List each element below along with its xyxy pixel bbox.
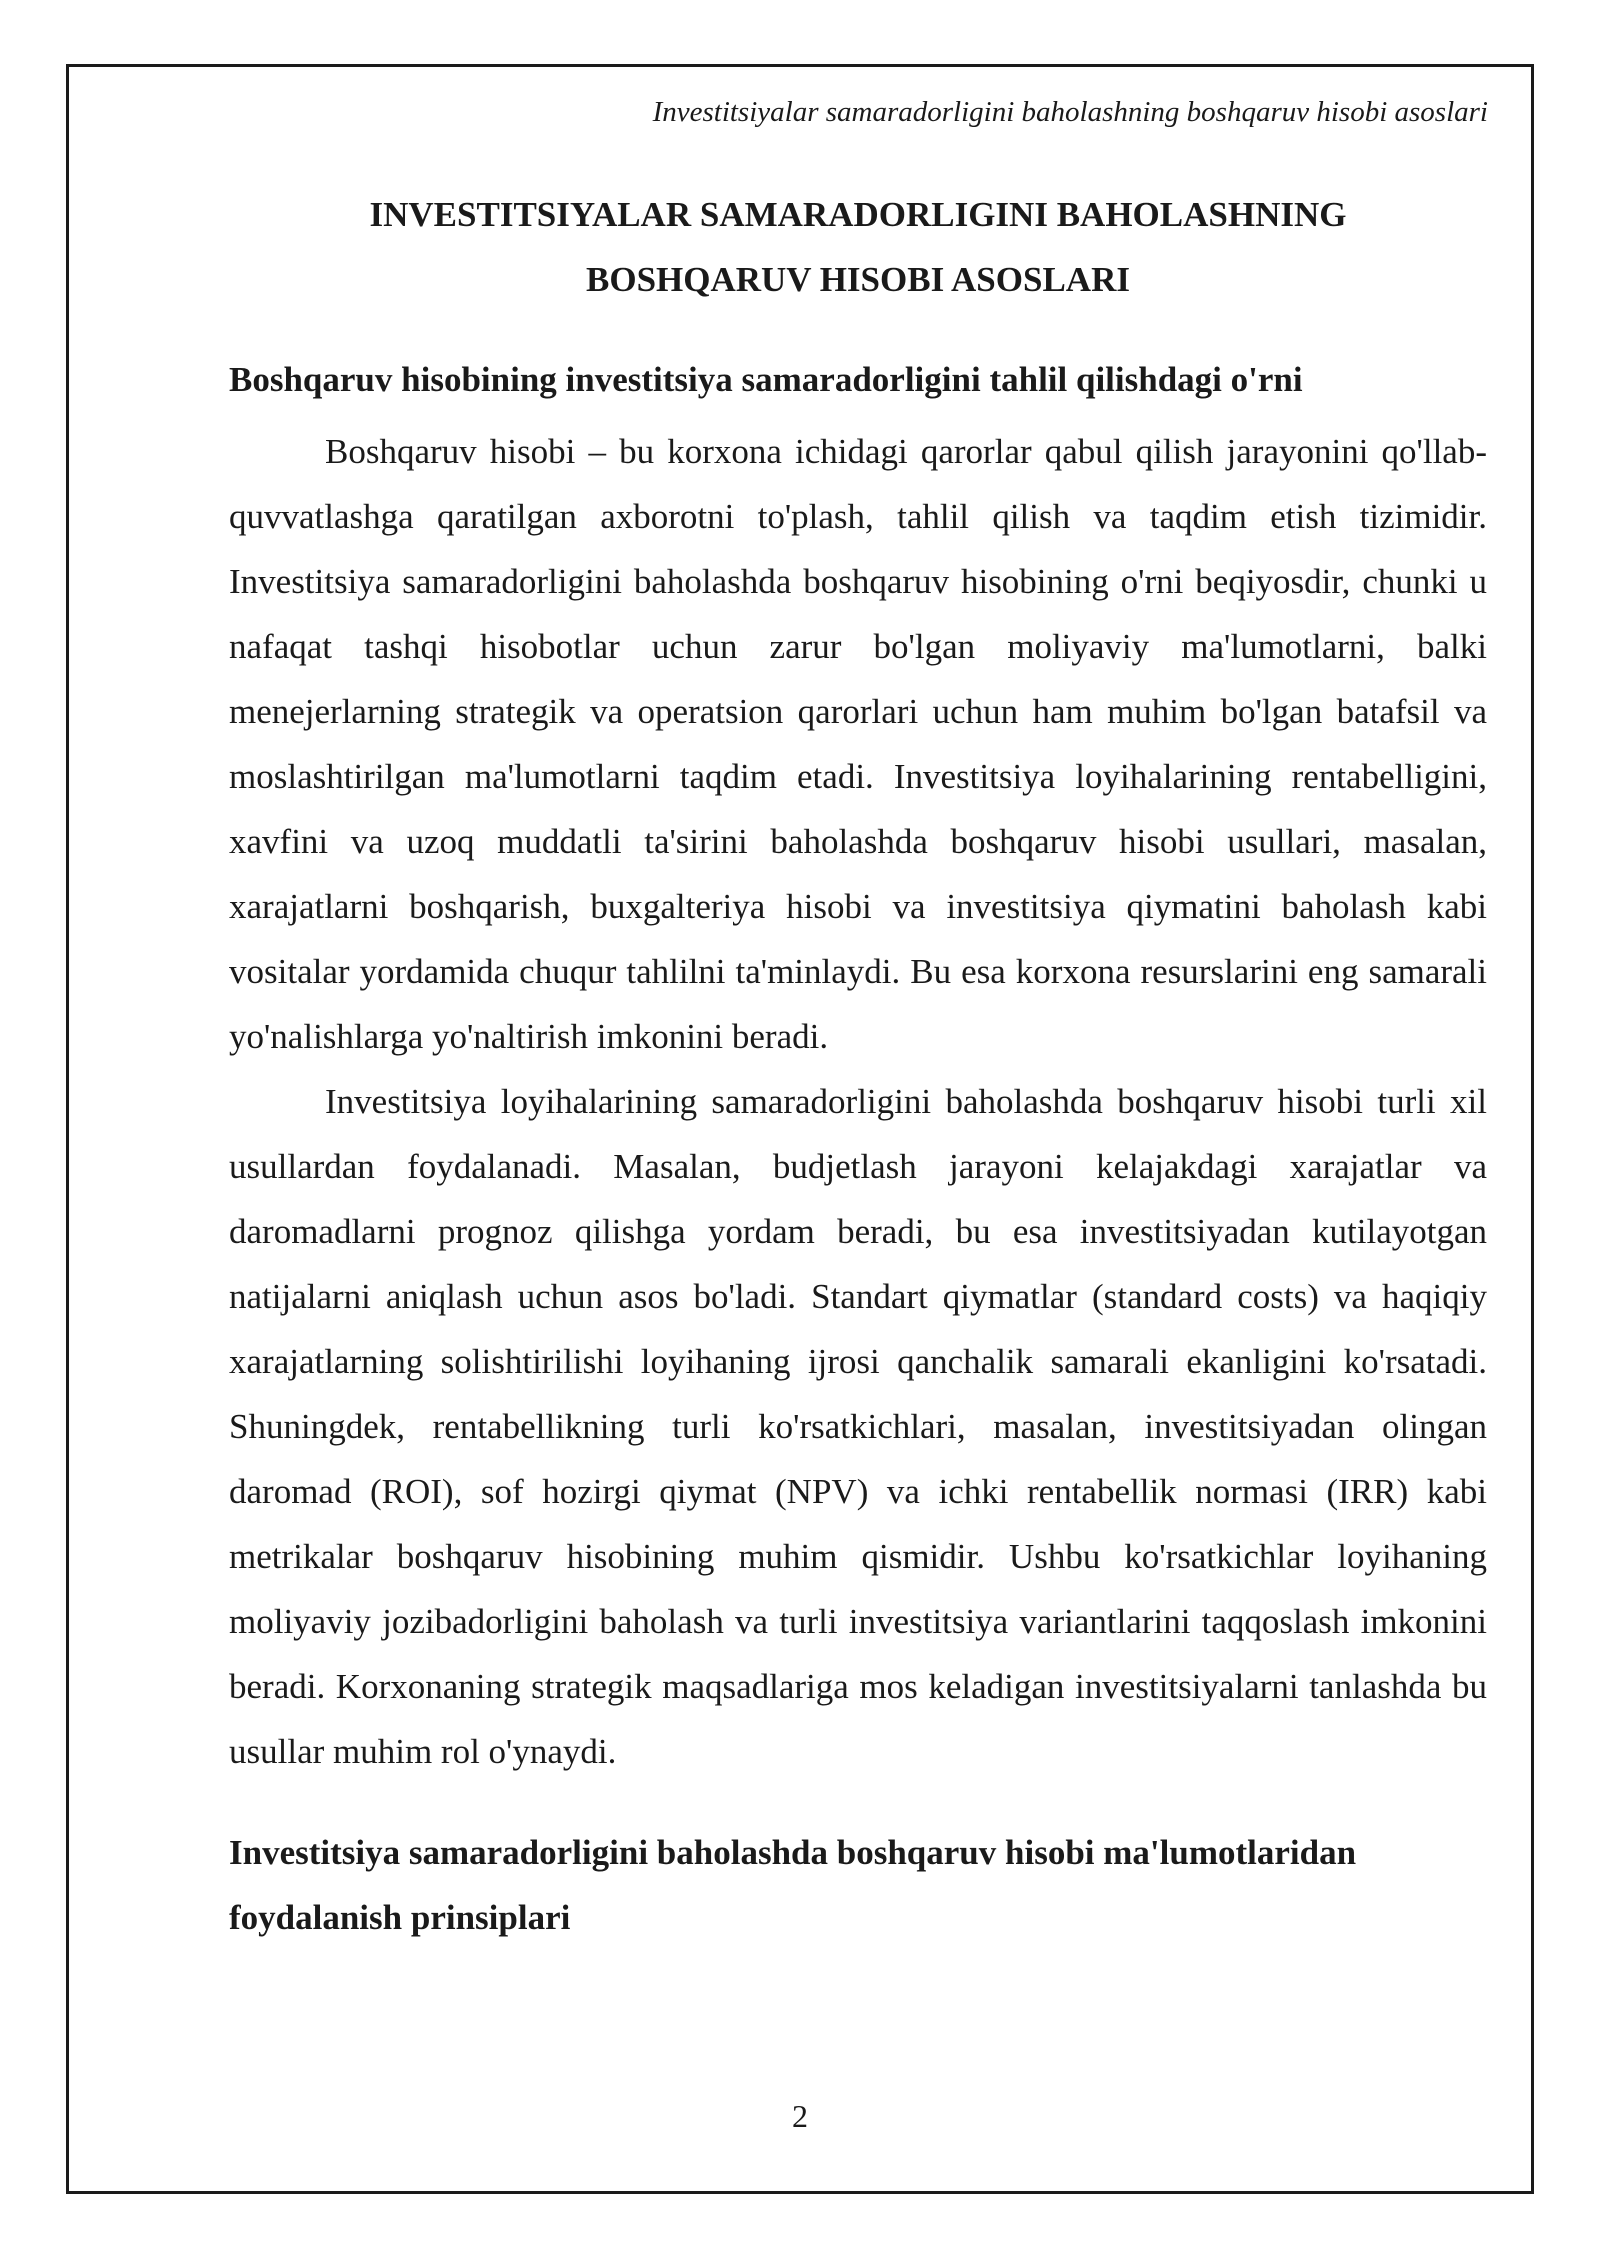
section-heading-2: Investitsiya samaradorligini baholashda boshqaruv hisobi ma'lumotlaridan foydalanish prinsiplari bbox=[229, 1833, 1357, 1937]
paragraph-2: Investitsiya loyihalarining samaradorligini baholashda boshqaruv hisobi turli xil usullardan foydalanadi. Masalan, budjetlash jarayoni kelajakdagi xarajatlar va daromadlarni prognoz qilishga yordam beradi, bu esa investitsiyadan kutilayotgan natijalarni aniqlash uchun asos bo'ladi. Standart qiymatlar (standard costs) va haqiqiy xarajatlarning solishtirilishi loyihaning ijrosi qanchalik samarali ekanligini ko'rsatadi. Shuningdek, rentabellikning turli ko'rsatkichlari, masalan, investitsiyadan olingan daromad (ROI), sof hozirgi qiymat (NPV) va ichki rentabellik normasi (IRR) kabi metrikalar boshqaruv hisobining muhim qismidir. Ushbu ko'rsatkichlar loyihaning moliyaviy jozibadorligini baholash va turli investitsiya variantlarini taqqoslash imkonini beradi. Korxonaning strategik maqsadlariga mos keladigan investitsiyalarni tanlashda bu usullar muhim rol o'ynaydi. bbox=[229, 1082, 1487, 1771]
running-header: Investitsiyalar samaradorligini baholashning boshqaruv hisobi asoslari bbox=[652, 96, 1488, 128]
document-title bbox=[229, 182, 1487, 312]
document-title-line-2: BOSHQARUV HISOBI ASOSLARI bbox=[586, 260, 1130, 299]
document-body bbox=[229, 182, 1487, 1950]
section-heading-1: Boshqaruv hisobining investitsiya samaradorligini tahlil qilishdagi o'rni bbox=[229, 360, 1303, 399]
paragraph-1: Boshqaruv hisobi – bu korxona ichidagi qarorlar qabul qilish jarayonini qo'llab-quvvatlashga qaratilgan axborotni to'plash, tahlil qilish va taqdim etish tizimidir. Investitsiya samaradorligini baholashda boshqaruv hisobining o'rni beqiyosdir, chunki u nafaqat tashqi hisobotlar uchun zarur bo'lgan moliyaviy ma'lumotlarni, balki menejerlarning strategik va operatsion qarorlari uchun ham muhim bo'lgan batafsil va moslashtirilgan ma'lumotlarni taqdim etadi. Investitsiya loyihalarining rentabelligini, xavfini va uzoq muddatli ta'sirini baholashda boshqaruv hisobi usullari, masalan, xarajatlarni boshqarish, buxgalteriya hisobi va investitsiya qiymatini baholash kabi vositalar yordamida chuqur tahlilni ta'minlaydi. Bu esa korxona resurslarini eng samarali yo'nalishlarga yo'naltirish imkonini beradi. bbox=[229, 432, 1487, 1056]
document-title-line-1: INVESTITSIYALAR SAMARADORLIGINI BAHOLASHNING bbox=[369, 195, 1347, 234]
page-number: 2 bbox=[792, 2098, 808, 2134]
